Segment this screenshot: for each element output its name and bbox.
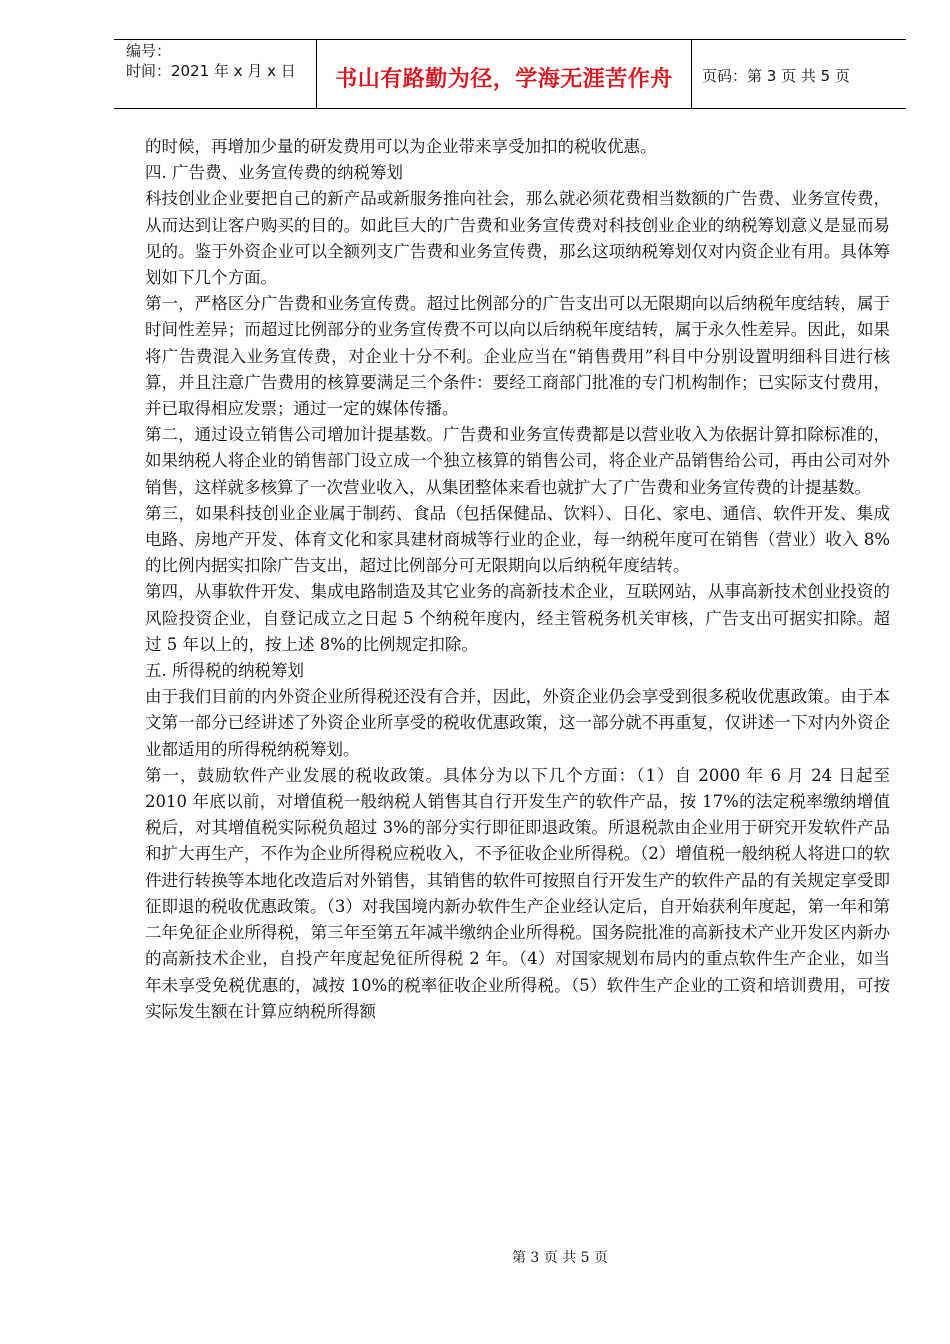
paragraph: 第一，鼓励软件产业发展的税收政策。具体分为以下几个方面：（1）自 2000 年 6 月 24 日起至 2010 年底以前，对增值税一般纳税人销售其自行开发生产的软件产品，按 17%的法定税率缴纳增值税后，对其增值税实际税负超过 3%的部分实行即征即退政策。所退税款由企业用于研究开发软件产品和扩大再生产，不作为企业所得税应税收入，不予征收企业所得税。（2）增值税一般纳税人将进口的软件进行转换等本地化改造后对外销售，其销售的软件可按照自行开发生产的软件产品的有关规定享受即征即退的税收优惠政策。（3）对我国境内新办软件生产企业经认定后，自开始获利年度起，第一年和第二年免征企业所得税，第三年至第五年减半缴纳企业所得税。国务院批准的高新技术产业开发区内新办的高新技术企业，自投产年度起免征所得税 2 年。（4）对国家规划布局内的重点软件生产企业，如当年未享受免税优惠的，减按 10%的税率征收企业所得税。（5）软件生产企业的工资和培训费用，可按实际发生额在计算应纳税所得额 [145, 765, 890, 1021]
page-header [114, 39, 906, 109]
paragraph: 第一，严格区分广告费和业务宣传费。超过比例部分的广告支出可以无限期向以后纳税年度结转，属于时间性差异；而超过比例部分的业务宣传费不可以向以后纳税年度结转，属于永久性差异。因此，如果将广告费混入业务宣传费，对企业十分不利。企业应当在“销售费用”科目中分别设置明细科目进行核算，并且注意广告费用的核算要满足三个条件：要经工商部门批准的专门机构制作；已实际支付费用，并已取得相应发票；通过一定的媒体传播。 [145, 294, 890, 419]
paragraph: 第四，从事软件开发、集成电路制造及其它业务的高新技术企业，互联网站，从事高新技术创业投资的风险投资企业，自登记成立之日起 5 个纳税年度内，经主管税务机关审核，广告支出可据实扣除。超过 5 年以上的，按上述 8%的比例规定扣除。 [145, 582, 890, 654]
paragraph: 科技创业企业要把自己的新产品或新服务推向社会，那么就必须花费相当数额的广告费、业务宣传费，从而达到让客户购买的目的。如此巨大的广告费和业务宣传费对科技创业企业的纳税筹划意义是显而易见的。鉴于外资企业可以全额列支广告费和业务宣传费，那幺这项纳税筹划仅对内资企业有用。具体筹划如下几个方面。 [145, 189, 890, 288]
page-footer: 第 3 页 共 5 页 [511, 1250, 609, 1266]
document-time-label: 时间：2021 年 x 月 x 日 [126, 62, 296, 80]
header-motto-cell [317, 40, 692, 108]
document-body [145, 134, 890, 1025]
section-heading: 五. 所得税的纳税筹划 [145, 661, 304, 681]
header-page-cell [692, 40, 906, 108]
header-page-number: 页码：第 3 页 共 5 页 [702, 67, 850, 85]
header-motto: 书山有路勤为径，学海无涯苦作舟 [335, 67, 673, 92]
paragraph: 第二，通过设立销售公司增加计提基数。广告费和业务宣传费都是以营业收入为依据计算扣除标准的，如果纳税人将企业的销售部门设立成一个独立核算的销售公司，将企业产品销售给公司，再由公司对外销售，这样就多核算了一次营业收入，从集团整体来看也就扩大了广告费和业务宣传费的计提基数。 [145, 425, 890, 497]
paragraph: 的时候，再增加少量的研发费用可以为企业带来享受加扣的税收优惠。 [145, 137, 657, 156]
paragraph: 第三，如果科技创业企业属于制药、食品（包括保健品、饮料）、日化、家电、通信、软件开发、集成电路、房地产开发、体育文化和家具建材商城等行业的企业，每一纳税年度可在销售（营业）收入 8%的比例内据实扣除广告支出，超过比例部分可无限期向以后纳税年度结转。 [145, 503, 890, 576]
document-id-label: 编号： [126, 42, 172, 60]
section-heading: 四. 广告费、业务宣传费的纳税筹划 [145, 163, 403, 183]
paragraph: 由于我们目前的内外资企业所得税还没有合并，因此，外资企业仍会享受到很多税收优惠政策。由于本文第一部分已经讲述了外资企业所享受的税收优惠政策，这一部分就不再重复，仅讲述一下对内外资企业都适用的所得税纳税筹划。 [145, 687, 890, 759]
header-meta-cell [114, 40, 317, 108]
